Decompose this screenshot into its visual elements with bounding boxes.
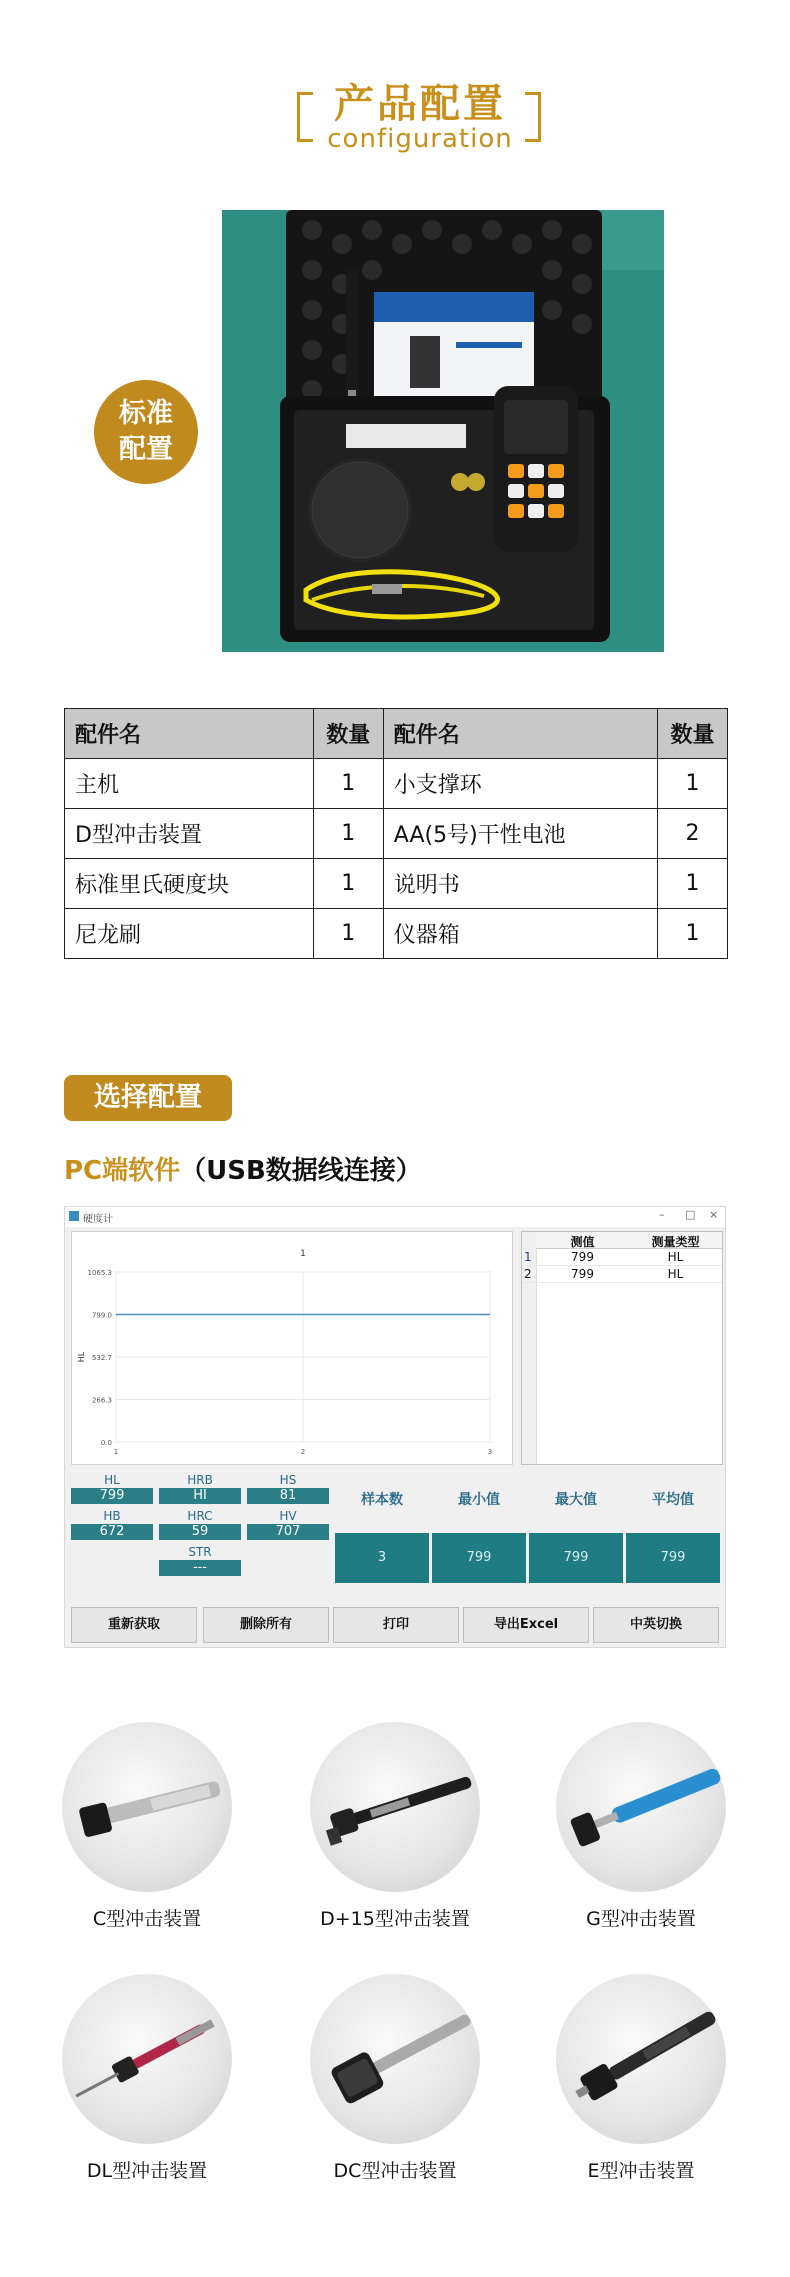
cell-qty: 1 xyxy=(313,759,383,809)
col-header-name-1: 配件名 xyxy=(65,709,314,759)
software-window xyxy=(64,1206,726,1648)
probe-illustration xyxy=(62,1974,232,2144)
probe-image xyxy=(556,1974,726,2144)
probe-g xyxy=(556,1722,726,1931)
close-icon[interactable]: × xyxy=(709,1208,719,1221)
probe-label: DL型冲击装置 xyxy=(86,2160,208,2182)
hardness-chart xyxy=(71,1231,513,1465)
action-buttons xyxy=(71,1607,721,1643)
probe-label: C型冲击装置 xyxy=(92,1908,202,1930)
pc-title-accent: PC端软件 xyxy=(64,1156,181,1186)
y-tick-label: 1065.3 xyxy=(87,1269,112,1277)
label-max: 最大值 xyxy=(555,1492,597,1508)
table-row xyxy=(65,809,728,859)
export-excel-button[interactable]: 导出Excel xyxy=(463,1607,589,1643)
cell-qty: 1 xyxy=(658,759,728,809)
probe-illustration xyxy=(310,1722,480,1892)
label-avg: 平均值 xyxy=(652,1492,694,1508)
parts-table xyxy=(64,708,728,959)
window-title: 硬度计 xyxy=(83,1214,113,1225)
probe-dc xyxy=(310,1974,480,2183)
probe-illustration xyxy=(62,1722,232,1892)
probe-label: E型冲击装置 xyxy=(587,2160,695,2182)
probe-image xyxy=(62,1722,232,1892)
chart-svg xyxy=(72,1232,512,1464)
label-hv: HV xyxy=(279,1509,297,1523)
minimize-icon[interactable]: – xyxy=(659,1208,665,1221)
probe-image xyxy=(556,1722,726,1892)
delete-all-button[interactable]: 删除所有 xyxy=(203,1607,329,1643)
cell-part-name: 仪器箱 xyxy=(383,909,657,959)
row-type: HL xyxy=(667,1250,684,1264)
label-sample-count: 样本数 xyxy=(361,1492,403,1508)
refresh-button[interactable]: 重新获取 xyxy=(71,1607,197,1643)
value-min: 799 xyxy=(432,1533,526,1583)
cell-qty: 1 xyxy=(313,859,383,909)
language-toggle-button[interactable]: 中英切换 xyxy=(593,1607,719,1643)
y-tick-label: 0.0 xyxy=(100,1439,112,1447)
probe-label: G型冲击装置 xyxy=(586,1908,696,1930)
table-row[interactable] xyxy=(522,1249,722,1266)
table-row xyxy=(65,759,728,809)
cell-part-name: 标准里氏硬度块 xyxy=(65,859,314,909)
value-avg: 799 xyxy=(626,1533,720,1583)
page-title: 产品配置 xyxy=(334,81,506,127)
cell-part-name: AA(5号)干性电池 xyxy=(383,809,657,859)
cell-qty: 1 xyxy=(658,859,728,909)
probe-label: D+15型冲击装置 xyxy=(320,1908,470,1930)
case-illustration xyxy=(222,210,664,652)
cell-qty: 1 xyxy=(313,809,383,859)
probe-image xyxy=(310,1974,480,2144)
table-row xyxy=(65,859,728,909)
optional-config-badge: 选择配置 xyxy=(64,1075,232,1121)
probe-image xyxy=(310,1722,480,1892)
value-hrc: 59 xyxy=(159,1524,241,1540)
label-hrb: HRB xyxy=(187,1473,213,1487)
cell-qty: 1 xyxy=(658,909,728,959)
cell-part-name: 小支撑环 xyxy=(383,759,657,809)
value-hs: 81 xyxy=(247,1488,329,1504)
pc-title-rest: （USB数据线连接） xyxy=(180,1156,422,1186)
cell-part-name: D型冲击装置 xyxy=(65,809,314,859)
probe-c xyxy=(62,1722,232,1931)
cell-qty: 2 xyxy=(658,809,728,859)
col-header-value: 测值 xyxy=(570,1235,595,1249)
value-hb: 672 xyxy=(71,1524,153,1540)
probe-dl xyxy=(62,1974,232,2183)
value-sample-count: 3 xyxy=(335,1533,429,1583)
measurement-table xyxy=(521,1231,723,1465)
standard-config-badge xyxy=(94,380,198,484)
pc-software-title xyxy=(64,1150,422,1187)
row-value: 799 xyxy=(571,1250,594,1264)
cell-part-name: 尼龙刷 xyxy=(65,909,314,959)
y-tick-label: 532.7 xyxy=(91,1353,112,1362)
probe-label: DC型冲击装置 xyxy=(333,2160,457,2182)
probe-image xyxy=(62,1974,232,2144)
value-hv: 707 xyxy=(247,1524,329,1540)
probe-illustration xyxy=(556,1974,726,2144)
label-hl: HL xyxy=(104,1473,120,1487)
table-row[interactable] xyxy=(522,1266,722,1283)
badge-line-2: 配置 xyxy=(119,434,173,465)
row-value: 799 xyxy=(571,1267,594,1281)
label-hs: HS xyxy=(279,1473,297,1487)
badge-line-1: 标准 xyxy=(119,398,173,429)
print-button[interactable]: 打印 xyxy=(333,1607,459,1643)
probe-illustration xyxy=(556,1722,726,1892)
x-tick-label: 1 xyxy=(113,1448,119,1456)
col-header-type: 测量类型 xyxy=(651,1235,700,1249)
page-subtitle: configuration xyxy=(327,124,513,154)
cell-part-name: 主机 xyxy=(65,759,314,809)
y-tick-label: 266.3 xyxy=(91,1396,112,1405)
col-header-qty-2: 数量 xyxy=(658,709,728,759)
hardness-values-panel xyxy=(71,1471,331,1601)
label-hb: HB xyxy=(103,1509,121,1523)
value-hrb: HI xyxy=(159,1488,241,1504)
y-axis-label: HL xyxy=(77,1351,86,1363)
x-tick-label: 3 xyxy=(487,1448,493,1456)
value-hl: 799 xyxy=(71,1488,153,1504)
row-type: HL xyxy=(667,1267,684,1281)
value-max: 799 xyxy=(529,1533,623,1583)
probe-d15 xyxy=(310,1722,480,1931)
product-case-photo xyxy=(222,210,664,652)
chart-title: 1 xyxy=(300,1249,306,1259)
col-header-name-2: 配件名 xyxy=(383,709,657,759)
value-str: --- xyxy=(159,1560,241,1576)
window-titlebar xyxy=(65,1207,725,1227)
probe-illustration xyxy=(310,1974,480,2144)
col-header-qty-1: 数量 xyxy=(313,709,383,759)
cell-qty: 1 xyxy=(313,909,383,959)
maximize-icon[interactable]: □ xyxy=(685,1208,696,1221)
table-header-row xyxy=(65,709,728,759)
row-index: 1 xyxy=(524,1250,532,1264)
x-tick-label: 2 xyxy=(300,1448,306,1456)
row-index: 2 xyxy=(524,1267,532,1281)
label-min: 最小值 xyxy=(458,1492,500,1508)
y-tick-label: 799.0 xyxy=(91,1311,112,1320)
table-row xyxy=(65,909,728,959)
cell-part-name: 说明书 xyxy=(383,859,657,909)
statistics-panel xyxy=(333,1471,721,1601)
label-str: STR xyxy=(188,1545,212,1559)
label-hrc: HRC xyxy=(187,1509,213,1523)
probe-e xyxy=(556,1974,726,2183)
app-icon xyxy=(69,1211,79,1221)
